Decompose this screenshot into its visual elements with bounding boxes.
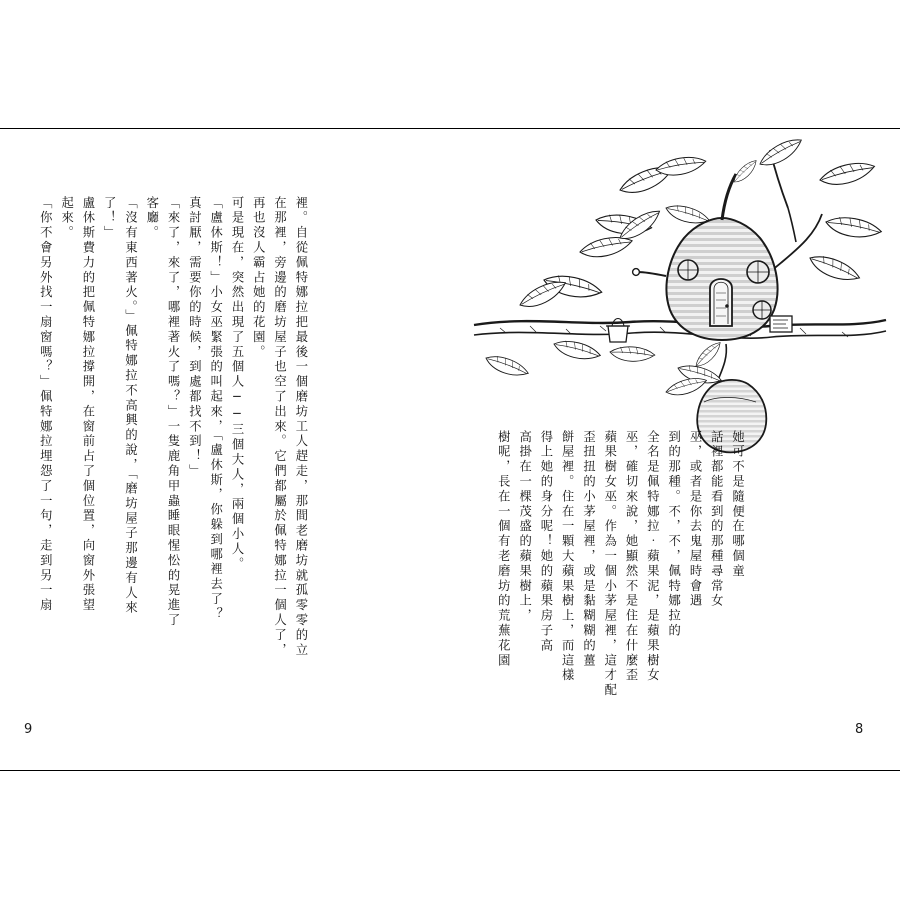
text-column: 巫，確切來說，她顯然不是住在什麼歪 [624,430,639,684]
text-column: 「來了，來了，哪裡著火了嗎？」一隻鹿角甲蟲睡眼惺忪的晃進了 [166,196,181,629]
text-column: 起來。 [59,196,74,241]
text-column: 「沒有東西著火。」佩特娜拉不高興的說，「磨坊屋子那邊有人來 [123,196,138,616]
bottom-rule [0,770,900,771]
page-gutter [449,129,450,770]
text-column: 全名是佩特娜拉‧蘋果泥，是蘋果樹女 [645,430,660,684]
page-number-left: 9 [24,722,33,737]
text-column: 得上她的身分呢！她的蘋果房子高 [538,430,553,654]
text-column: 在那裡，旁邊的磨坊屋子也空了出來。它們都屬於佩特娜拉一個人了， [272,196,287,658]
text-column: 了！」 [102,196,117,241]
text-column: 蘋果樹女巫。作為一個小茅屋裡，這才配 [602,430,617,699]
text-column: 可是現在，突然出現了五個人──三個大人，兩個小人。 [229,196,244,572]
text-column: 到的那種。不，不，佩特娜拉的 [666,430,681,639]
text-column: 「你不會另外找一扇窗嗎？」佩特娜拉埋怨了一句，走到另一扇 [38,196,53,614]
text-column: 裡。自從佩特娜拉把最後一個磨坊工人趕走，那間老磨坊就孤零零的立 [293,196,308,658]
right-page-text [488,430,744,698]
text-column: 樹呢，長在一個有老磨坊的荒蕪花園 [496,430,511,669]
text-column: 餅屋裡。住在一顆大蘋果樹上，而這樣 [560,430,575,684]
left-page-text [30,196,307,658]
text-column: 真討厭，需要你的時候，到處都找不到！」 [187,196,202,480]
text-column: 高掛在一棵茂盛的蘋果樹上， [517,430,532,624]
text-column: 客廳。 [144,196,159,241]
apple-house-illustration [470,130,890,460]
text-column: 歪扭扭的小茅屋裡，或是黏糊糊的薑 [581,430,596,669]
page-number-right: 8 [855,722,864,737]
text-column: 話裡都能看到的那種尋常女 [709,430,724,609]
text-column: 巫，或者是你去鬼屋時會遇 [687,430,702,609]
text-column: 再也沒人霸占她的花園。 [251,196,266,360]
text-column: 她可不是隨便在哪個童 [730,430,745,579]
text-column: 盧休斯費力的把佩特娜拉撐開，在窗前占了個位置，向窗外張望 [80,196,95,614]
top-rule [0,128,900,129]
text-column: 「盧休斯！」小女巫緊張的叫起來，「盧休斯，你躲到哪裡去了？ [208,196,223,622]
